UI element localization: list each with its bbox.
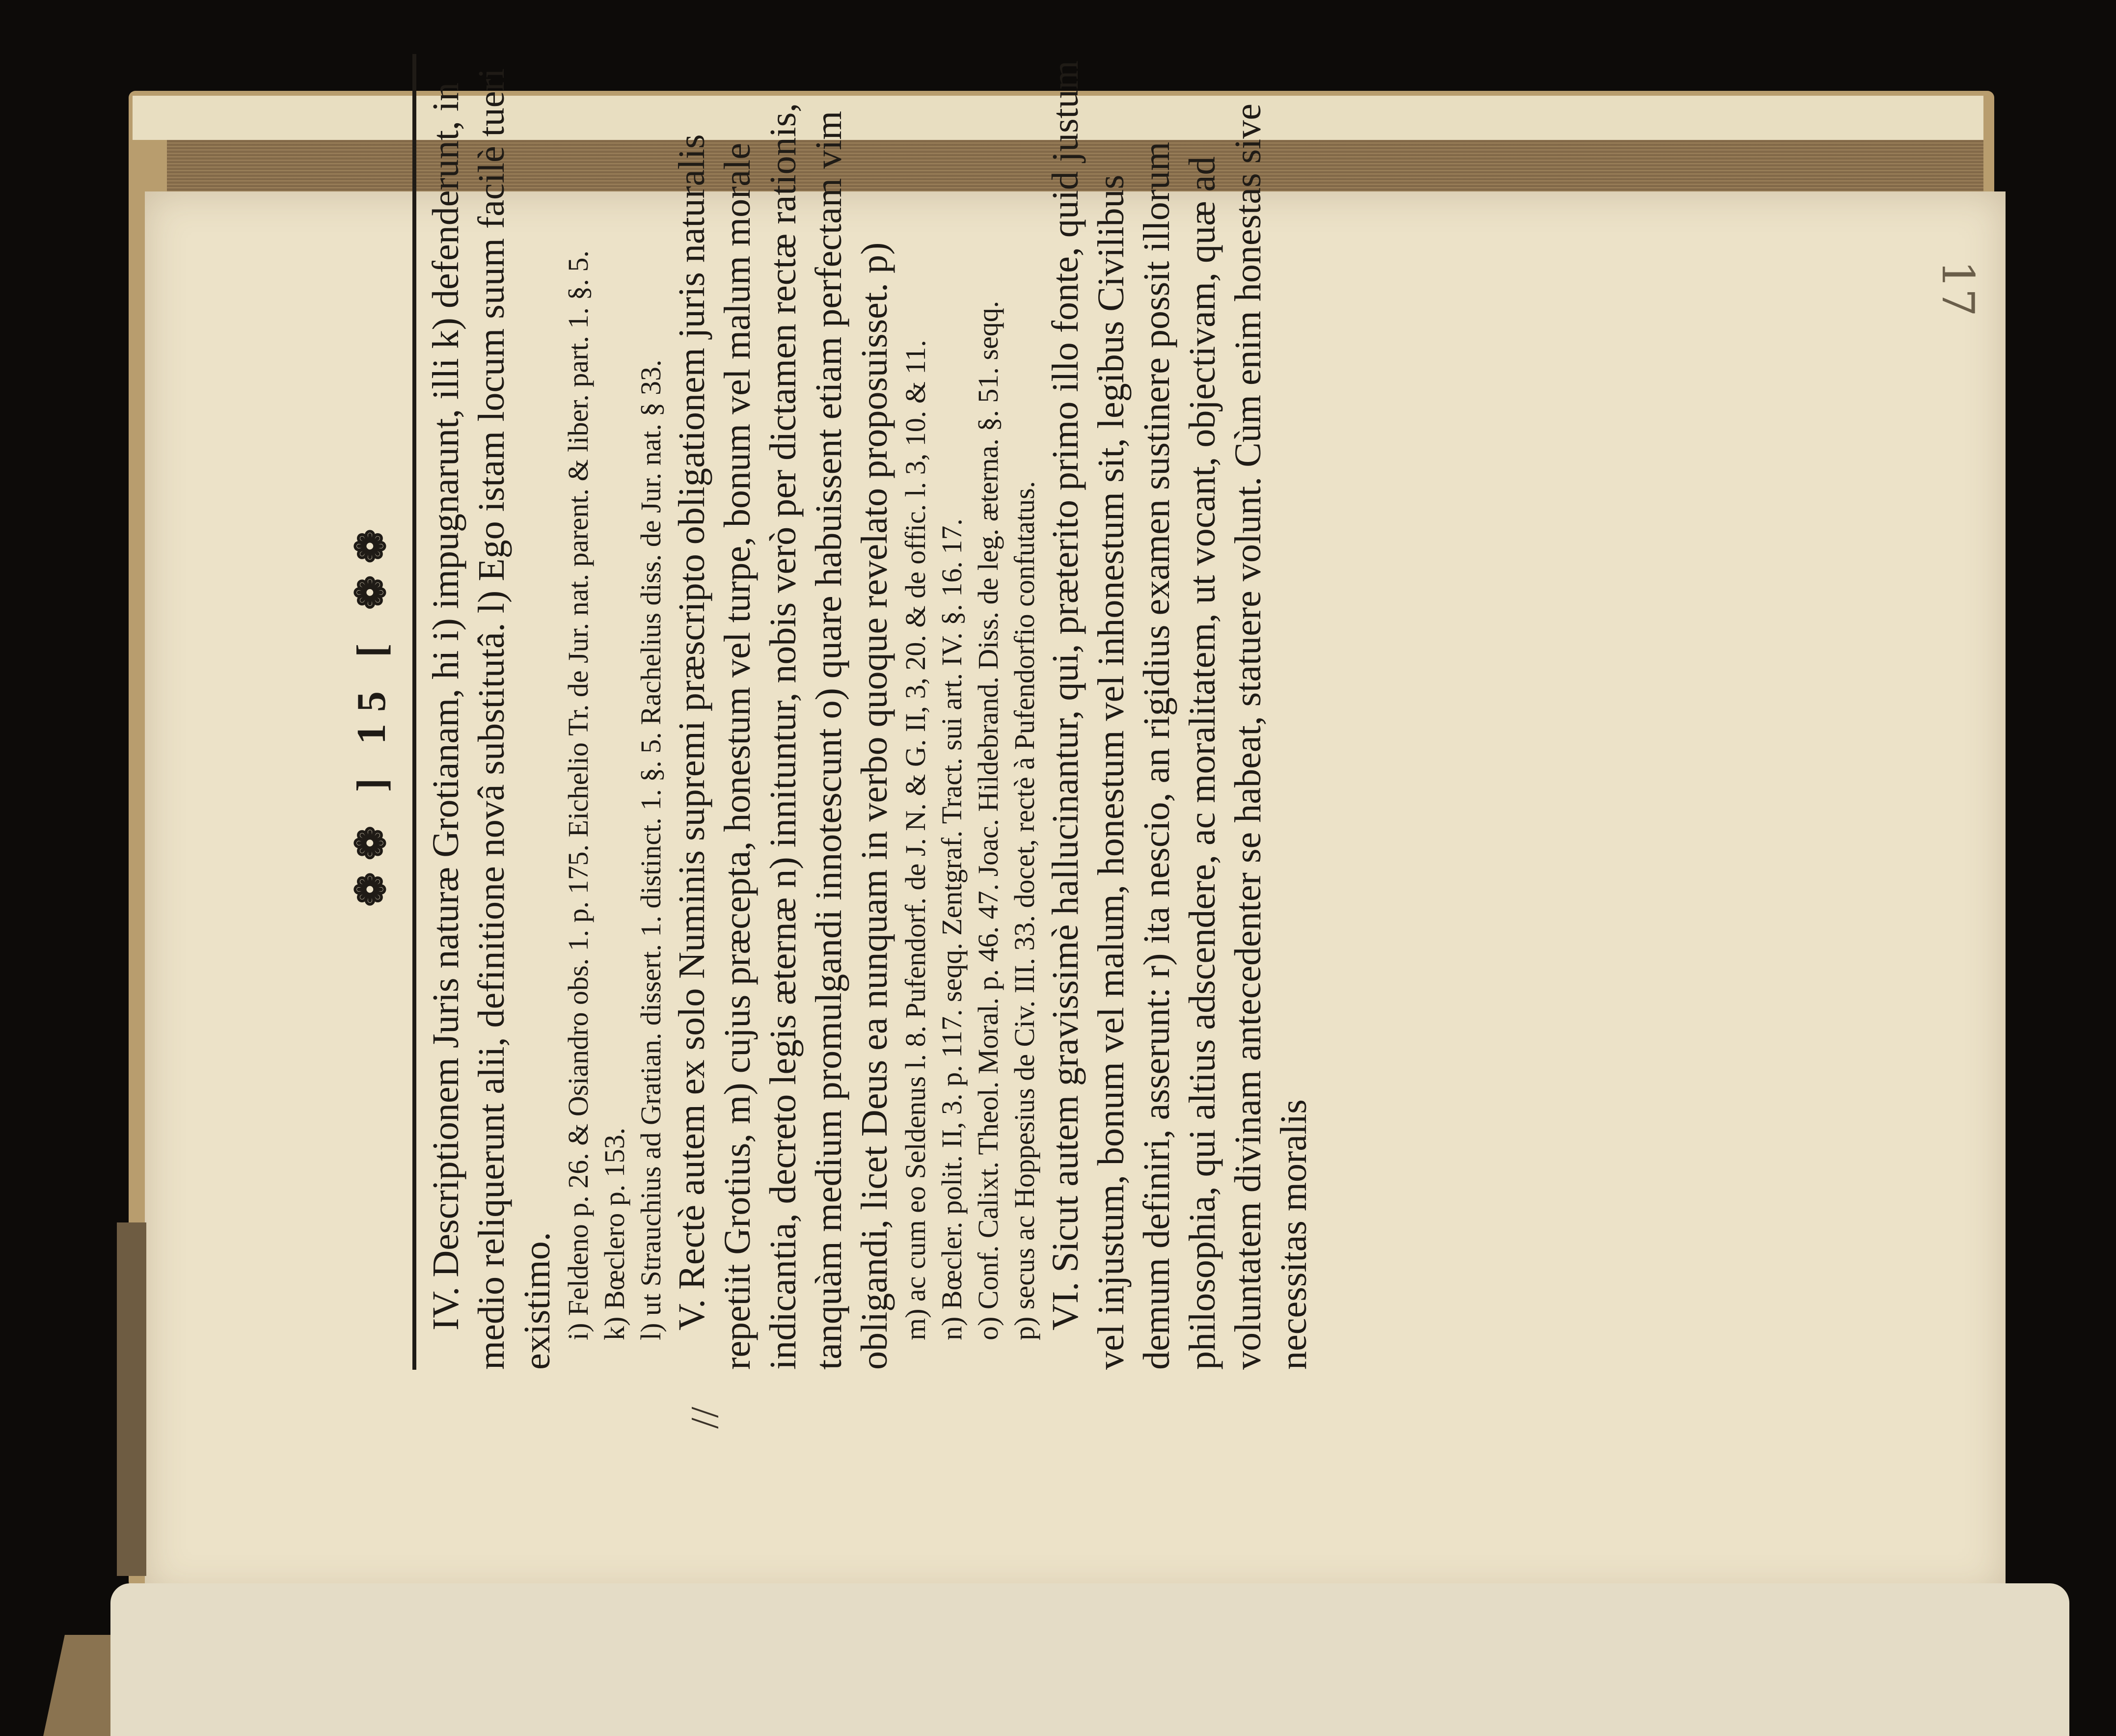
footnote: n) Bœcler. polit. II, 3. p. 117. seqq. Zentgraf. Tract. sui art. IV. §. 16. 17. xyxy=(936,518,968,1340)
header-rule xyxy=(412,54,416,1370)
footnote: i) Feldeno p. 26. & Osiandro obs. 1. p. 175. Eichelio Tr. de Jur. nat. parent. & liber. part. 1. §. 5. xyxy=(562,250,594,1340)
footnote: l) ut Strauchius ad Gratian. dissert. 1. distinct. 1. §. 5. Rachelius diss. de Jur. nat. § 33. xyxy=(635,359,667,1340)
paragraph: IV. Descriptionem Juris naturæ Grotianam, hi i) impugnarunt, illi k) defenderunt, in medio reliquerunt alii, definitione novâ substitutâ. l) Ego istam locum suum facilè tueri existimo. xyxy=(425,68,558,1370)
footnote: m) ac cum eo Seldenus l. 8. Pufendorf. de J. N. & G. II, 3, 20. & de offic. l. 3, 10. & 11. xyxy=(899,340,931,1340)
body-flow xyxy=(423,54,1317,1370)
paragraph: V. Rectè autem ex solo Numinis supremi præscripto obligationem juris naturalis repetiit Grotius, m) cujus præcepta, honestum vel turpe, bonum vel malum morale indicantia, decreto legis æternæ n) innituntur, nobis verò per dictamen rectæ rationis, tanquàm medium promulgandi innotescunt o) quare habuissent etiam perfectam vim obligandi, licet Deus ea nunquam in verbo quoque revelato proposuisset. p) xyxy=(671,103,895,1370)
footnote: k) Bœclero p. 153. xyxy=(598,1127,630,1340)
marginal-mark: // xyxy=(683,1407,727,1429)
running-header: ❁❁ ] 15 [ ❁❁ xyxy=(349,517,394,907)
paragraph: VI. Sicut autem gravissimè hallucinantur, qui, præterito primo illo fonte, quid justum vel injustum, bonum vel malum, honestum vel inhonestum sit, legibus Civilibus demum definiri, asserunt: r) ita nescio, an rigidius examen sustinere possit illorum philosophia, qui altius adscendere, ac moralitatem, ut vocant, objectivam, quæ ad voluntatem divinam antecedenter se habeat, statuere volunt. Cùm enim honestas sive necessitas moralis xyxy=(1045,60,1314,1370)
text-block xyxy=(349,54,1772,1429)
page-number: 17 xyxy=(1931,260,1983,317)
facing-page xyxy=(110,1583,2069,1736)
footnote: p) secus ac Hoppesius de Civ. III. 33. docet, rectè à Pufendorfio confutatus. xyxy=(1008,481,1040,1340)
footnote: o) Conf. Calixt. Theol. Moral. p. 46. 47. Joac. Hildebrand. Diss. de leg. æterna. §. 51. seqq. xyxy=(972,300,1004,1340)
binding-tab xyxy=(117,1222,146,1576)
